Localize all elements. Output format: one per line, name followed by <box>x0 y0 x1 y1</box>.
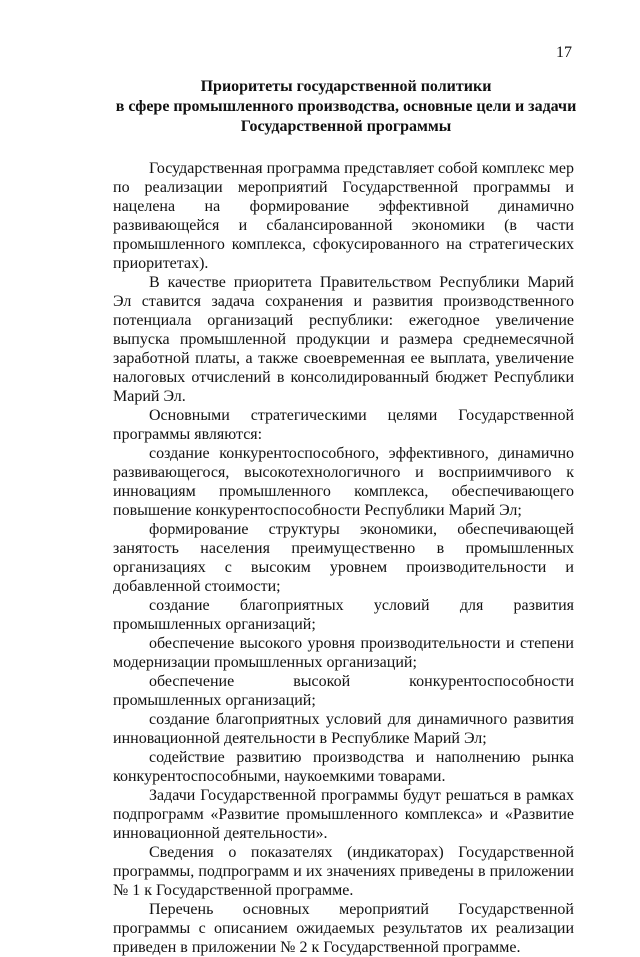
paragraph-tasks: Задачи Государственной программы будут решаться в рамках подпрограмм «Развитие промышленного комплекса» и «Развитие инновационной деятельности». <box>113 787 574 842</box>
page-number: 17 <box>556 44 572 61</box>
goal-item: создание конкурентоспособного, эффективного, динамично развивающегося, высокотехнологичного и восприимчивого к инновациям промышленного комплекса, обеспечивающего повышение конкурентоспособности Республики Марий Эл; <box>113 445 574 519</box>
paragraph-intro: Государственная программа представляет собой комплекс мер по реализации мероприятий Государственной программы и нацелена на формирование эффективной динамично развивающейся и сбалансированной экономики (в части промышленного комплекса, сфокусированного на стратегических приоритетах). <box>113 160 574 272</box>
heading-line-2: в сфере промышленного производства, основные цели и задачи <box>115 98 577 115</box>
paragraph-activities: Перечень основных мероприятий Государственной программы с описанием ожидаемых результатов их реализации приведен в приложении № 2 к Государственной программе. <box>113 901 574 956</box>
heading-line-1: Приоритеты государственной политики <box>200 78 492 95</box>
goal-item: обеспечение высокого уровня производительности и степени модернизации промышленных организаций; <box>113 635 574 671</box>
goal-item: формирование структуры экономики, обеспечивающей занятость населения преимущественно в промышленных организациях с высоким уровнем производительности и добавленной стоимости; <box>113 521 574 595</box>
paragraph-indicators: Сведения о показателях (индикаторах) Государственной программы, подпрограмм и их значениях приведены в приложении № 1 к Государственной программе. <box>113 844 574 899</box>
goal-item: создание благоприятных условий для динамичного развития инновационной деятельности в Республике Марий Эл; <box>113 711 574 747</box>
goal-item: создание благоприятных условий для развития промышленных организаций; <box>113 597 574 633</box>
paragraph-priority: В качестве приоритета Правительством Республики Марий Эл ставится задача сохранения и развития производственного потенциала организаций республики: ежегодное увеличение выпуска промышленной продукции и размера среднемесячной заработной платы, а также своевременная ее выплата, увеличение налоговых отчислений в консолидированный бюджет Республики Марий Эл. <box>113 274 574 405</box>
section-heading <box>96 77 596 137</box>
paragraph-goals-intro: Основными стратегическими целями Государственной программы являются: <box>113 407 574 443</box>
heading-line-3: Государственной программы <box>240 118 452 135</box>
goal-item: обеспечение высокой конкурентоспособности промышленных организаций; <box>113 673 574 709</box>
body-text <box>113 159 574 957</box>
goal-item: содействие развитию производства и наполнению рынка конкурентоспособными, наукоемкими товарами. <box>113 749 574 785</box>
